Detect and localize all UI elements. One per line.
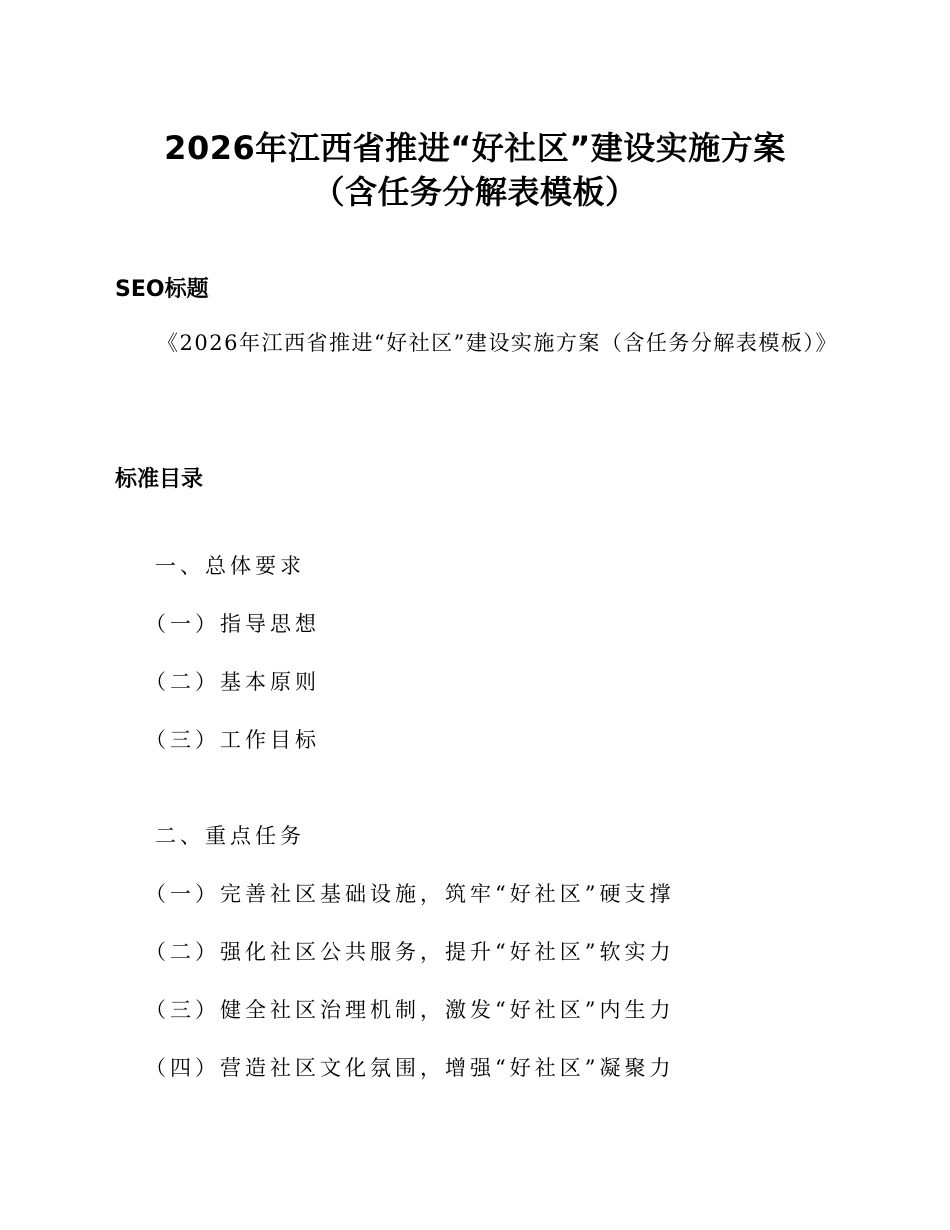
- document-title-line1: 2026年江西省推进“好社区”建设实施方案: [164, 129, 786, 167]
- toc-section-1-item-1: （一）指导思想: [145, 612, 320, 636]
- toc-section-2-item-1: （一）完善社区基础设施，筑牢“好社区”硬支撑: [145, 882, 675, 906]
- toc-heading: 标准目录: [115, 467, 204, 492]
- seo-title-text: 《2026年江西省推进“好社区”建设实施方案（含任务分解表模板）》: [157, 331, 838, 355]
- toc-section-2-item-3: （三）健全社区治理机制，激发“好社区”内生力: [145, 998, 675, 1022]
- document-title-line2: （含任务分解表模板）: [312, 173, 638, 211]
- toc-section-2-item-4: （四）营造社区文化氛围，增强“好社区”凝聚力: [145, 1056, 675, 1080]
- toc-section-2-title: 二、重点任务: [155, 824, 305, 848]
- seo-heading: SEO标题: [115, 277, 209, 302]
- toc-section-1-item-3: （三）工作目标: [145, 728, 320, 752]
- toc-section-2-item-2: （二）强化社区公共服务，提升“好社区”软实力: [145, 940, 675, 964]
- toc-section-1-item-2: （二）基本原则: [145, 670, 320, 694]
- toc-section-1-title: 一、总体要求: [155, 554, 305, 578]
